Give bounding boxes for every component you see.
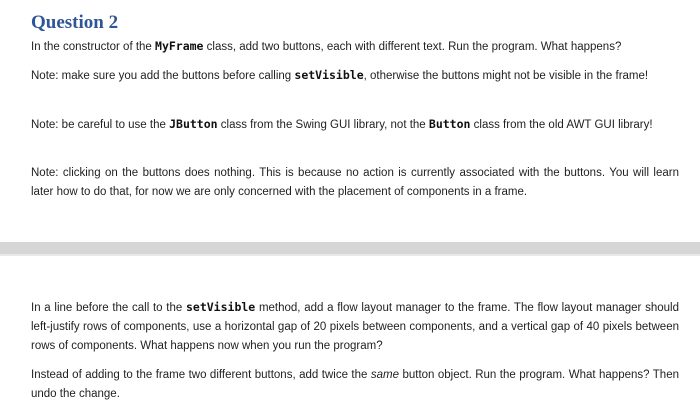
text: Note: make sure you add the buttons before calling bbox=[31, 70, 295, 82]
paragraph-note-actions bbox=[31, 164, 679, 202]
text: , otherwise the buttons might not be visible in the frame! bbox=[363, 70, 649, 82]
text: In the constructor of the bbox=[31, 41, 156, 53]
code-button: Button bbox=[428, 117, 471, 131]
paragraph-flow-layout bbox=[31, 298, 679, 356]
code-setvisible: setVisible bbox=[294, 68, 364, 82]
page-separator bbox=[0, 242, 700, 256]
text: class, add two buttons, each with different text. Run the program. What happens? bbox=[203, 41, 622, 53]
text: button object. Run the program. What happens? Then undo the change. bbox=[31, 369, 679, 400]
paragraph-instructions bbox=[31, 37, 679, 57]
emphasis-same: same bbox=[370, 369, 399, 381]
text: Note: be careful to use the bbox=[31, 119, 170, 131]
code-jbutton: JButton bbox=[169, 117, 218, 131]
code-setvisible: setVisible bbox=[185, 300, 256, 314]
text: method, add a flow layout manager to the frame. The flow layout manager should left-justify rows of components, use a horizontal gap of 20 pixels between components, and a vertical gap of 40 pixels between rows of components. What happens now when you run the program? bbox=[31, 302, 679, 352]
question-heading: Question 2 bbox=[31, 12, 119, 33]
paragraph-note-jbutton bbox=[31, 115, 679, 135]
text: Note: clicking on the buttons does nothing. This is because no action is currently associated with the buttons. You will learn later how to do that, for now we are only concerned with the placement of components in a frame. bbox=[31, 167, 679, 198]
code-myframe: MyFrame bbox=[155, 39, 204, 53]
paragraph-same-button bbox=[31, 366, 679, 404]
paragraph-note-setvisible bbox=[31, 66, 679, 86]
text: class from the old AWT GUI library! bbox=[470, 119, 653, 131]
text: Instead of adding to the frame two different buttons, add twice the bbox=[31, 369, 371, 381]
text: In a line before the call to the bbox=[31, 302, 186, 314]
text: class from the Swing GUI library, not the bbox=[217, 119, 429, 131]
